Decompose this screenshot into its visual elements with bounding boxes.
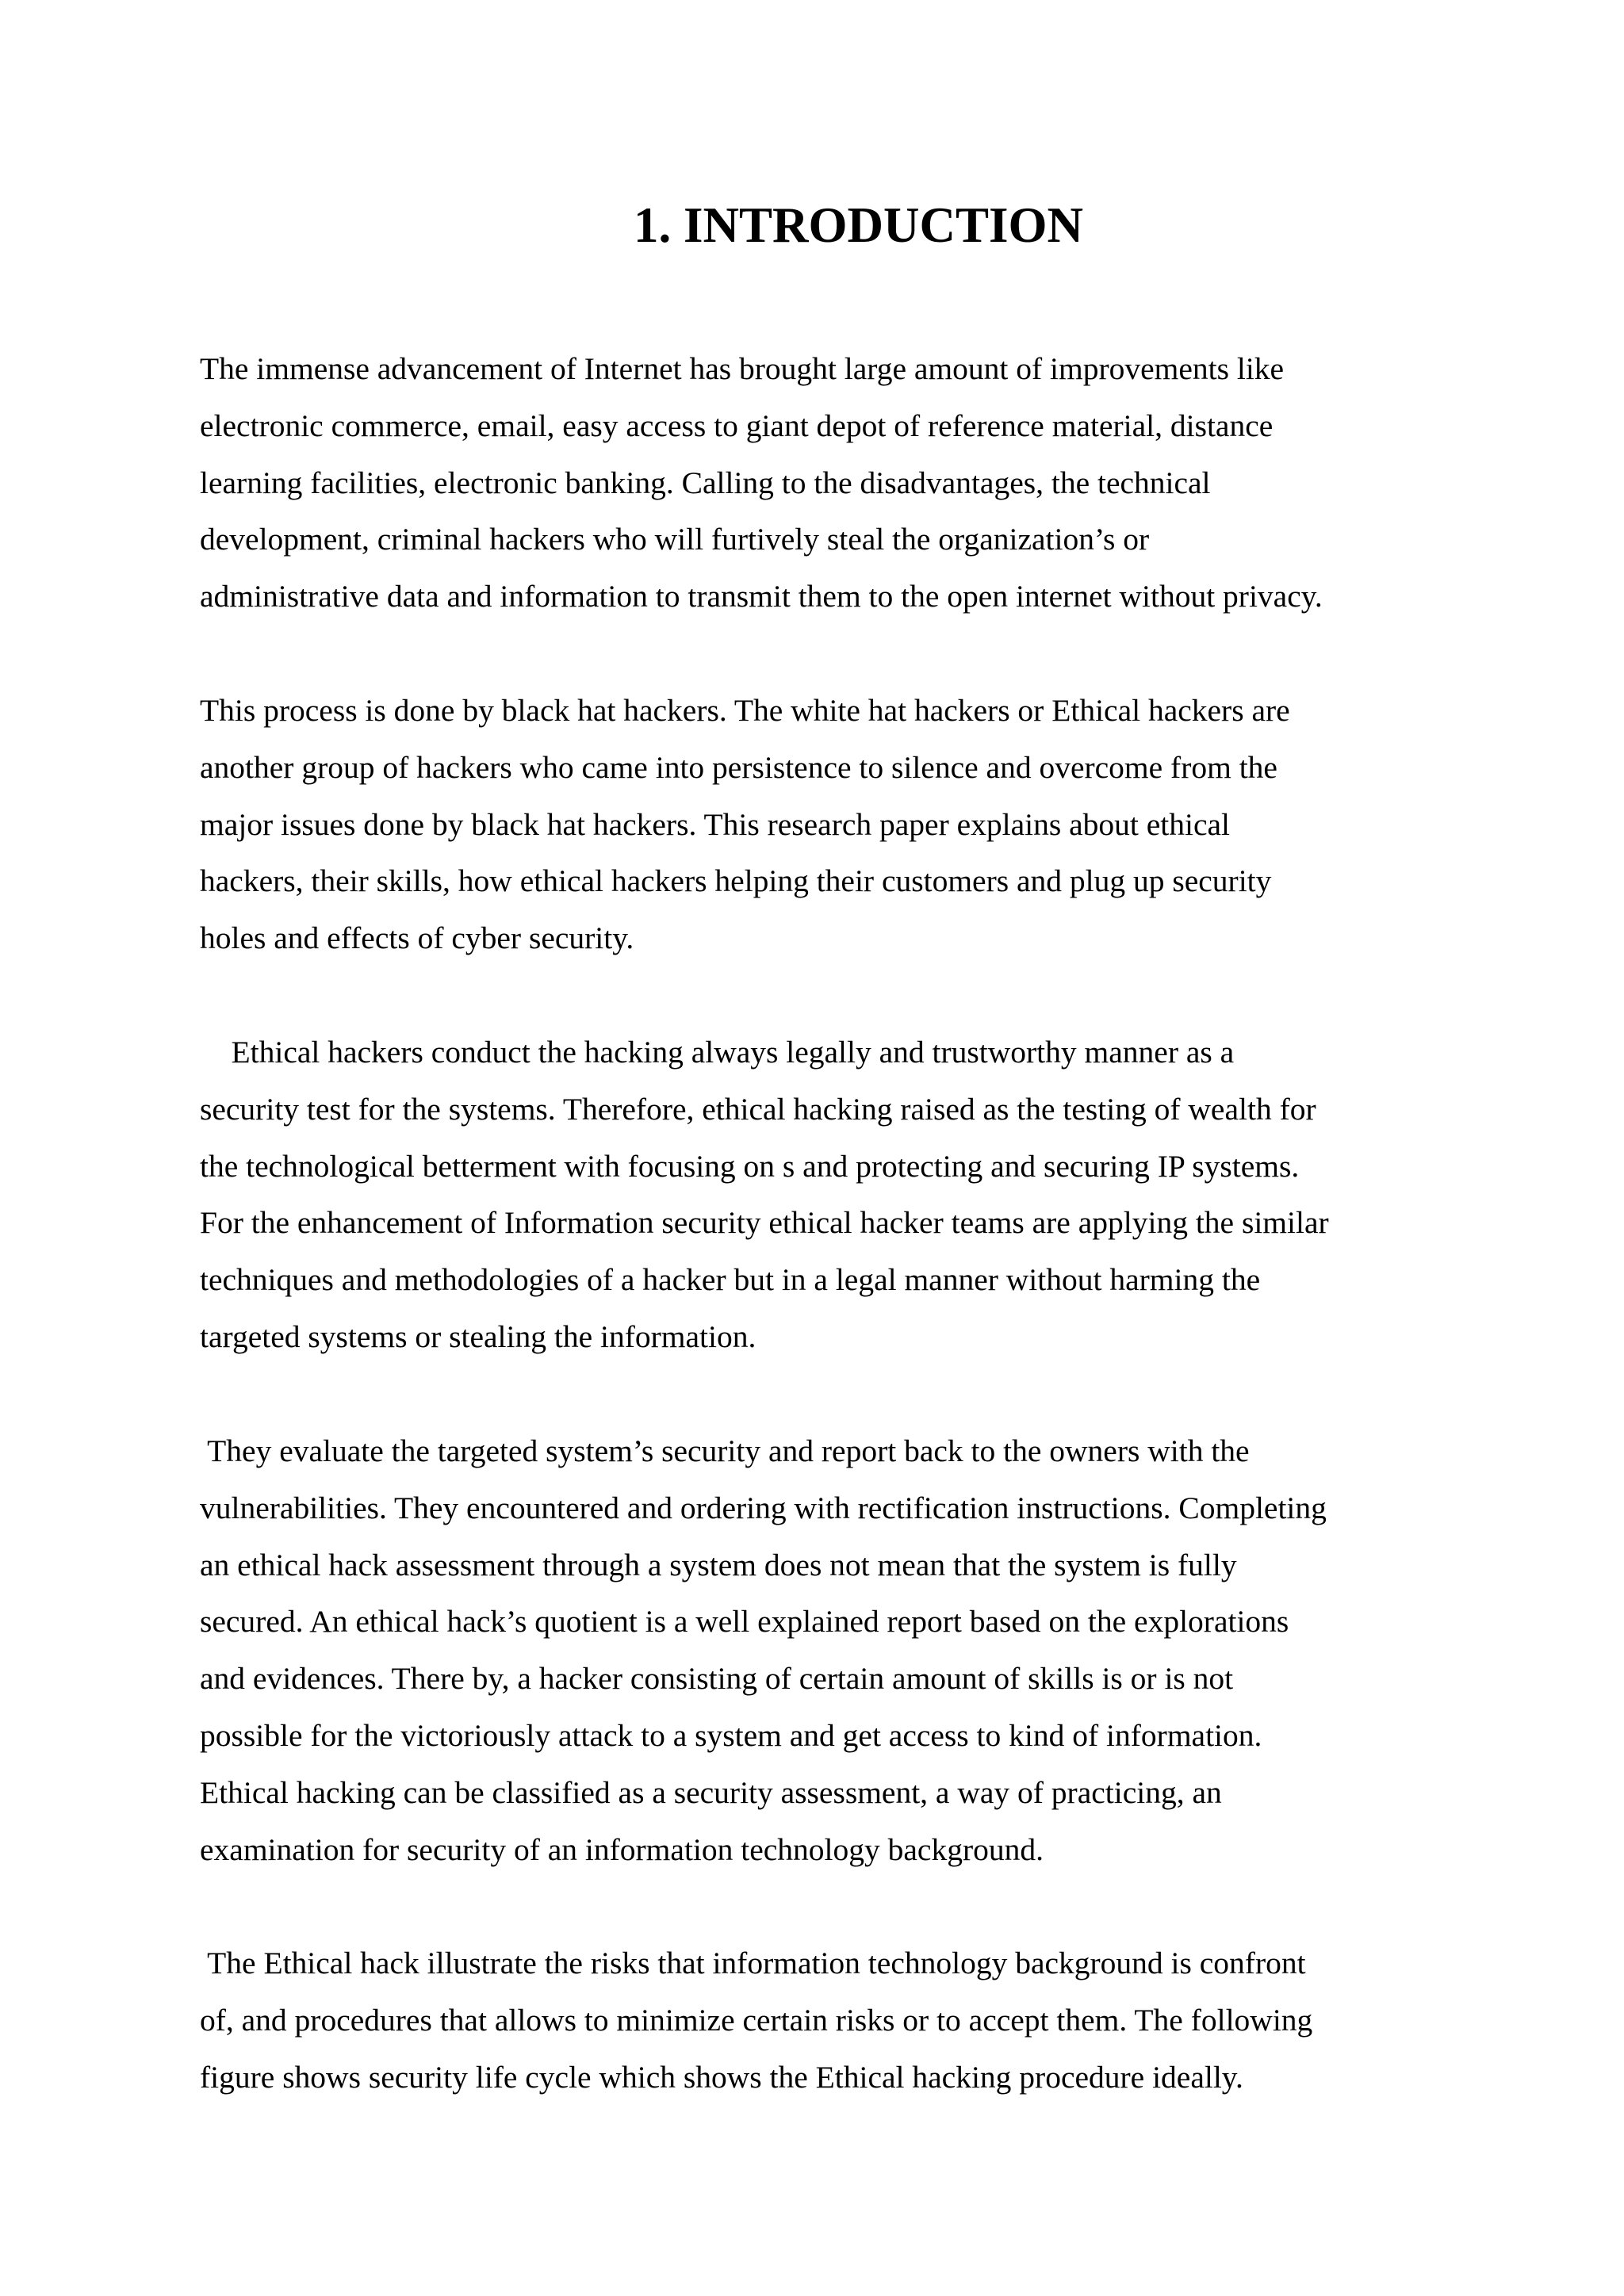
text-line: examination for security of an information technology background. (200, 1831, 1044, 1867)
text-line: secured. An ethical hack’s quotient is a well explained report based on the explorations (200, 1604, 1289, 1640)
text-line: electronic commerce, email, easy access to giant depot of reference material, distance (200, 408, 1274, 443)
text-line: learning facilities, electronic banking. Calling to the disadvantages, the technical (200, 465, 1211, 500)
text-line: The immense advancement of Internet has brought large amount of improvements like (200, 351, 1285, 386)
text-line: administrative data and information to transmit them to the open internet without privacy. (200, 579, 1323, 614)
text-line: development, criminal hackers who will furtively steal the organization’s or (200, 522, 1150, 557)
text-line: an ethical hack assessment through a system does not mean that the system is fully (200, 1547, 1237, 1582)
text-line: the technological betterment with focusing on s and protecting and securing IP systems. (200, 1148, 1300, 1184)
text-line: figure shows security life cycle which shows the Ethical hacking procedure ideally. (200, 2059, 1243, 2095)
text-line: major issues done by black hat hackers. This research paper explains about ethical (200, 806, 1231, 842)
text-line: They evaluate the targeted system’s security and report back to the owners with the (200, 1433, 1250, 1468)
text-line: of, and procedures that allows to minimize certain risks or to accept them. The following (200, 2002, 1313, 2038)
paragraph-4 (200, 1423, 1437, 1878)
paragraph-5 (200, 1935, 1437, 2106)
page-title: 1. INTRODUCTION (633, 197, 1084, 253)
text-line: Ethical hacking can be classified as a security assessment, a way of practicing, an (200, 1774, 1222, 1810)
text-line: holes and effects of cyber security. (200, 920, 634, 956)
paragraph-2 (200, 683, 1437, 967)
text-line: This process is done by black hat hackers. The white hat hackers or Ethical hackers are (200, 693, 1290, 728)
text-line: Ethical hackers conduct the hacking always legally and trustworthy manner as a (200, 1035, 1235, 1070)
text-line: security test for the systems. Therefore, ethical hacking raised as the testing of wealth for (200, 1091, 1316, 1127)
text-line: vulnerabilities. They encountered and ordering with rectification instructions. Completing (200, 1490, 1327, 1525)
text-line: The Ethical hack illustrate the risks that information technology background is confront (200, 1946, 1306, 1980)
text-line: hackers, their skills, how ethical hackers helping their customers and plug up security (200, 863, 1272, 899)
text-line: and evidences. There by, a hacker consisting of certain amount of skills is or is not (200, 1661, 1234, 1697)
text-line: another group of hackers who came into persistence to silence and overcome from the (200, 749, 1277, 785)
text-line: possible for the victoriously attack to a system and get access to kind of information. (200, 1717, 1262, 1753)
text-line: techniques and methodologies of a hacker but in a legal manner without harming the (200, 1262, 1261, 1298)
paragraph-3 (200, 1024, 1437, 1366)
paragraph-1 (200, 341, 1437, 626)
text-line: For the enhancement of Information security ethical hacker teams are applying the similar (200, 1205, 1329, 1241)
text-line: targeted systems or stealing the information. (200, 1318, 756, 1354)
